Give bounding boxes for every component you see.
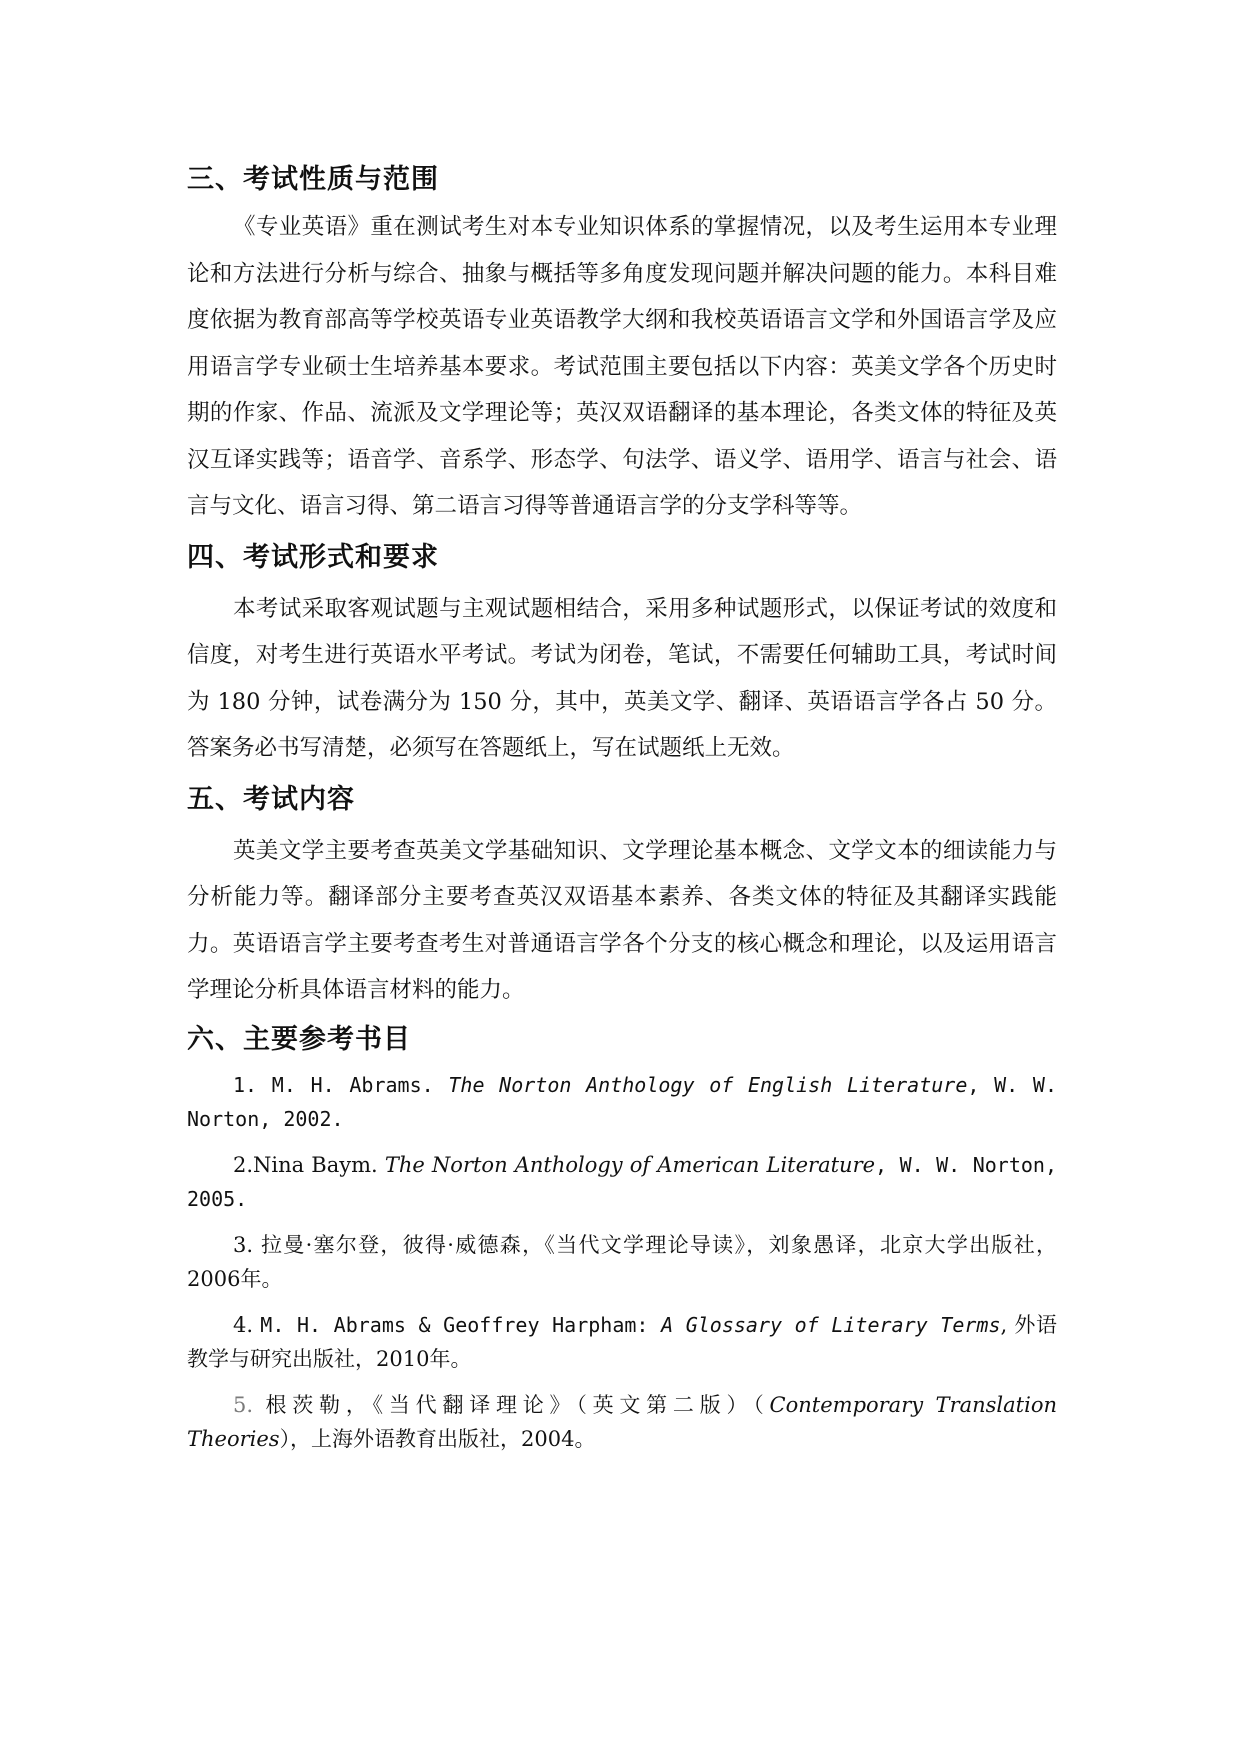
section-5-title: 五、考试内容 [187,783,355,815]
reference-title: The Norton Anthology of American Literature [384,1152,876,1177]
reference-item [187,1308,1057,1376]
reference-author: Nina Baym. [253,1152,385,1177]
section-6-title: 六、主要参考书目 [187,1023,411,1055]
section-4-body: 本考试采取客观试题与主观试题相结合，采用多种试题形式，以保证考试的效度和信度，对考生进行英语水平考试。考试为闭卷，笔试，不需要任何辅助工具，考试时间为 180 分钟，试卷满分为 150 分，其中，英美文学、翻译、英语语言学各占 50 分。答案务必书写清楚，必须写在答题纸上，写在试题纸上无效。 [187,595,1057,761]
reference-publisher: ），上海外语教育出版社，2004。 [279,1426,596,1451]
reference-number: 2. [233,1152,254,1177]
section-3-body: 《专业英语》重在测试考生对本专业知识体系的掌握情况，以及考生运用本专业理论和方法进行分析与综合、抽象与概括等多角度发现问题并解决问题的能力。本科目难度依据为教育部高等学校英语专业英语教学大纲和我校英语语言文学和外国语言学及应用语言学专业硕士生培养基本要求。考试范围主要包括以下内容：英美文学各个历史时期的作家、作品、流派及文学理论等；英汉双语翻译的基本理论，各类文体的特征及英汉互译实践等；语音学、音系学、形态学、句法学、语义学、语用学、语言与社会、语言与文化、语言习得、第二语言习得等普通语言学的分支学科等等。 [187,214,1057,519]
reference-list [187,1068,1057,1456]
reference-number: 4. [233,1312,254,1337]
reference-publisher: , 外语教学与研究出版社，2010年。 [187,1312,1057,1371]
reference-publisher: , W. W. Norton, 2002. [187,1072,1057,1131]
reference-title: A Glossary of Literary Terms [661,1312,1001,1337]
reference-item [187,1228,1057,1296]
reference-author: M. H. Abrams & Geoffrey Harpham: [260,1312,662,1337]
reference-item [187,1388,1057,1456]
reference-author: M. H. Abrams. [271,1072,449,1097]
reference-item [187,1068,1057,1136]
section-3-title: 三、考试性质与范围 [187,164,439,195]
reference-title: Contemporary Translation Theories [187,1392,1057,1451]
reference-text: 拉曼·塞尔登，彼得·威德森，《当代文学理论导读》，刘象愚译，北京大学出版社，2006年。 [187,1232,1057,1291]
reference-author: 根茨勒，《当代翻译理论》（英文第二版）（ [265,1392,770,1417]
document-content [187,160,1057,1468]
section-5-body: 英美文学主要考查英美文学基础知识、文学理论基本概念、文学文本的细读能力与分析能力等。翻译部分主要考查英汉双语基本素养、各类文体的特征及其翻译实践能力。英语语言学主要考查考生对普通语言学各个分支的核心概念和理论，以及运用语言学理论分析具体语言材料的能力。 [187,837,1057,1003]
reference-number: 5. [233,1392,254,1417]
reference-title: The Norton Anthology of English Literature [448,1072,968,1097]
reference-item [187,1148,1057,1216]
reference-number: 1. [233,1072,258,1097]
reference-number: 3. [233,1232,254,1257]
reference-publisher: , W. W. Norton, 2005. [187,1152,1057,1211]
section-4-title: 四、考试形式和要求 [187,541,439,573]
